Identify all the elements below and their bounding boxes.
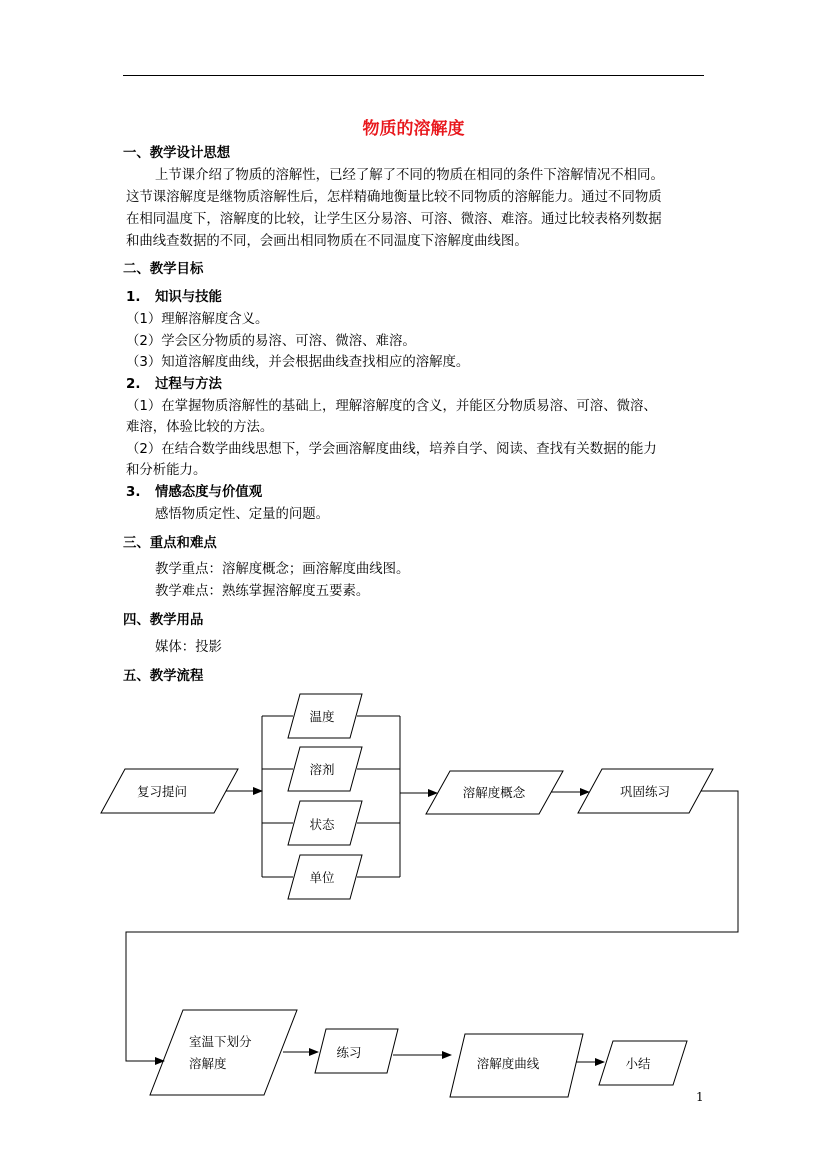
flow-node-unit: 单位 (309, 870, 335, 885)
paragraph-line: 和曲线查数据的不同，会画出相同物质在不同温度下溶解度曲线图。 (126, 234, 528, 249)
subsection-title-knowledge: 知识与技能 (155, 290, 222, 305)
materials-text: 媒体：投影 (155, 640, 222, 655)
flow-node-concept: 溶解度概念 (462, 785, 526, 800)
flow-node-temp: 温度 (309, 709, 335, 724)
paragraph-line: （1）在掌握物质溶解性的基础上，理解溶解度的含义，并能区分物质易溶、可溶、微溶、 (126, 399, 657, 414)
flow-node-state: 状态 (309, 817, 335, 832)
flow-node-classify-shape (150, 1010, 297, 1095)
subsection-title-attitude: 情感态度与价值观 (155, 485, 263, 500)
paragraph-line: 和分析能力。 (126, 463, 207, 478)
paragraph-line: （2）在结合数学曲线思想下，学会画溶解度曲线，培养自学、阅读、查找有关数据的能力 (126, 442, 657, 457)
subsection-title-process: 过程与方法 (155, 377, 222, 392)
list-item: （2）学会区分物质的易溶、可溶、微溶、难溶。 (126, 334, 416, 349)
list-item: （1）理解溶解度含义。 (126, 312, 269, 327)
paragraph-line: 感悟物质定性、定量的问题。 (155, 507, 330, 522)
section-heading-key-points: 三、重点和难点 (123, 536, 217, 551)
flow-node-practice2: 练习 (336, 1045, 362, 1060)
flow-node-classify-line2: 溶解度 (189, 1056, 227, 1071)
paragraph-line: 上节课介绍了物质的溶解性，已经了解了不同的物质在相同的条件下溶解情况不相同。 (155, 168, 664, 183)
section-heading-goals: 二、教学目标 (123, 262, 204, 277)
paragraph-line: 这节课溶解度是继物质溶解性后，怎样精确地衡量比较不同物质的溶解能力。通过不同物质 (126, 190, 662, 205)
flow-node-classify-line1: 室温下划分 (189, 1034, 252, 1049)
page-number: 1 (696, 1090, 704, 1104)
subsection-number: 1. (126, 290, 141, 305)
subsection-number: 3. (126, 485, 141, 500)
flow-node-curve: 溶解度曲线 (476, 1056, 540, 1071)
document-title: 物质的溶解度 (362, 119, 465, 139)
section-heading-design: 一、教学设计思想 (123, 146, 231, 161)
key-point-text: 教学重点：溶解度概念；画溶解度曲线图。 (155, 562, 410, 577)
subsection-number: 2. (126, 377, 141, 392)
flow-node-review: 复习提问 (136, 784, 188, 799)
difficult-point-text: 教学难点：熟练掌握溶解度五要素。 (155, 584, 370, 599)
paragraph-line: 在相同温度下，溶解度的比较，让学生区分易溶、可溶、微溶、难溶。通过比较表格列数据 (126, 212, 662, 227)
section-heading-materials: 四、教学用品 (123, 613, 204, 628)
paragraph-line: 难溶，体验比较的方法。 (126, 420, 274, 435)
flow-node-summary: 小结 (625, 1056, 651, 1071)
section-heading-flow: 五、教学流程 (123, 669, 204, 684)
list-item: （3）知道溶解度曲线，并会根据曲线查找相应的溶解度。 (126, 355, 470, 370)
flow-node-practice1: 巩固练习 (619, 784, 671, 799)
flow-node-solvent: 溶剂 (309, 762, 335, 777)
